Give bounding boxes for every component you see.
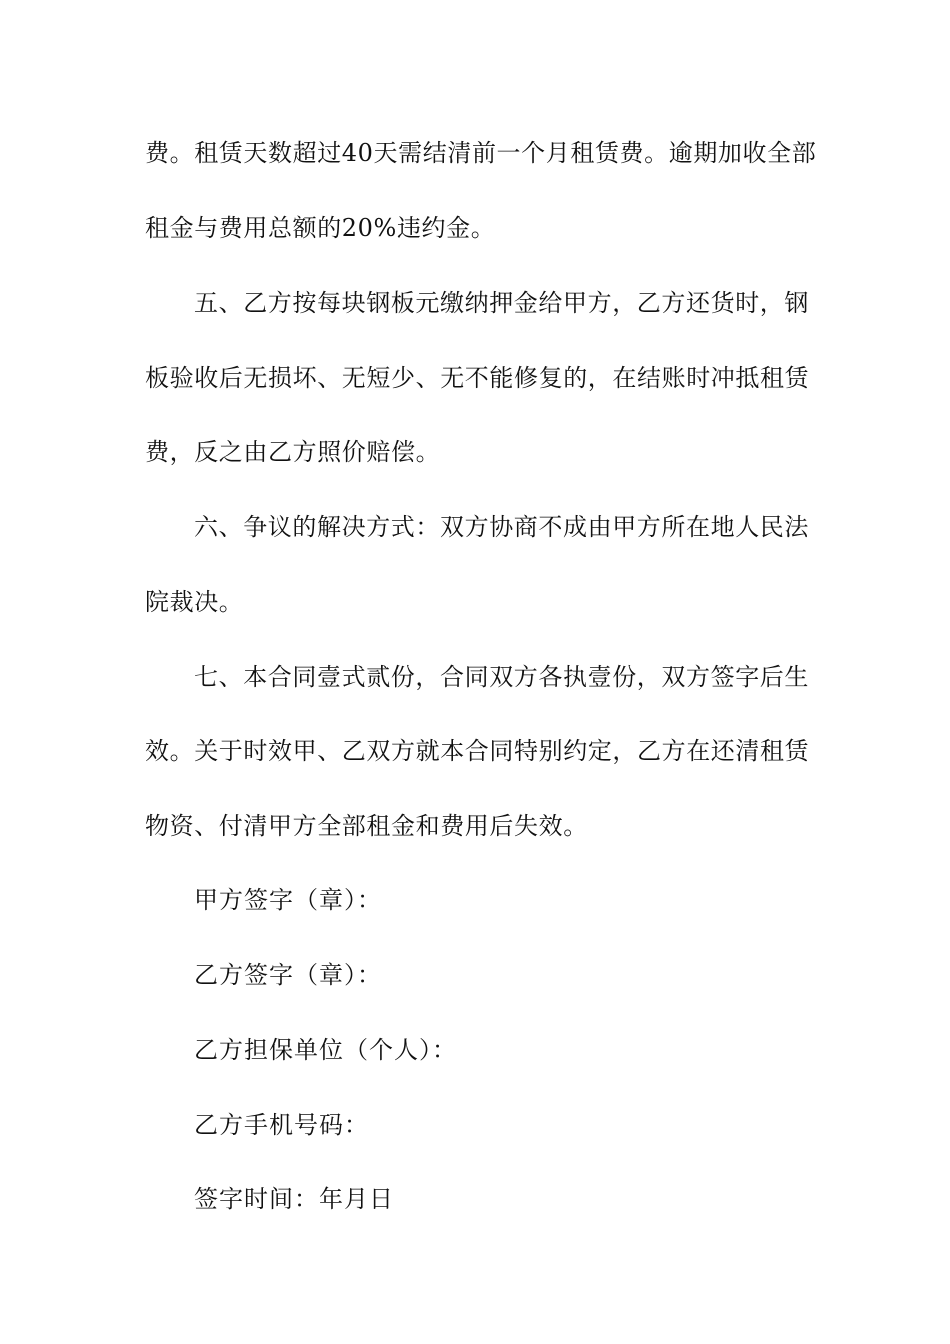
- clause-six-line: 六、争议的解决方式：双方协商不成由甲方所在地人民法: [194, 513, 809, 541]
- clause-five-line: 五、乙方按每块钢板元缴纳押金给甲方，乙方还货时，钢: [194, 289, 809, 317]
- paragraph-line: 租金与费用总额的20%违约金。: [145, 214, 496, 242]
- party-a-signature-label: 甲方签字（章）：: [194, 886, 382, 914]
- phone-number-label: 乙方手机号码：: [194, 1111, 369, 1139]
- paragraph-line: 物资、付清甲方全部租金和费用后失效。: [145, 812, 588, 840]
- guarantor-label: 乙方担保单位（个人）：: [194, 1036, 457, 1064]
- party-b-signature-label: 乙方签字（章）：: [194, 961, 382, 989]
- paragraph-line: 院裁决。: [145, 588, 244, 616]
- clause-seven-line: 七、本合同壹式贰份，合同双方各执壹份，双方签字后生: [194, 663, 809, 691]
- signing-date-label: 签字时间：年月日: [194, 1185, 394, 1213]
- paragraph-line: 效。关于时效甲、乙双方就本合同特别约定，乙方在还清租赁: [145, 737, 810, 765]
- paragraph-line: 费。租赁天数超过40天需结清前一个月租赁费。逾期加收全部: [145, 139, 817, 167]
- paragraph-line: 板验收后无损坏、无短少、无不能修复的，在结账时冲抵租赁: [145, 364, 810, 392]
- paragraph-line: 费，反之由乙方照价赔偿。: [145, 438, 441, 466]
